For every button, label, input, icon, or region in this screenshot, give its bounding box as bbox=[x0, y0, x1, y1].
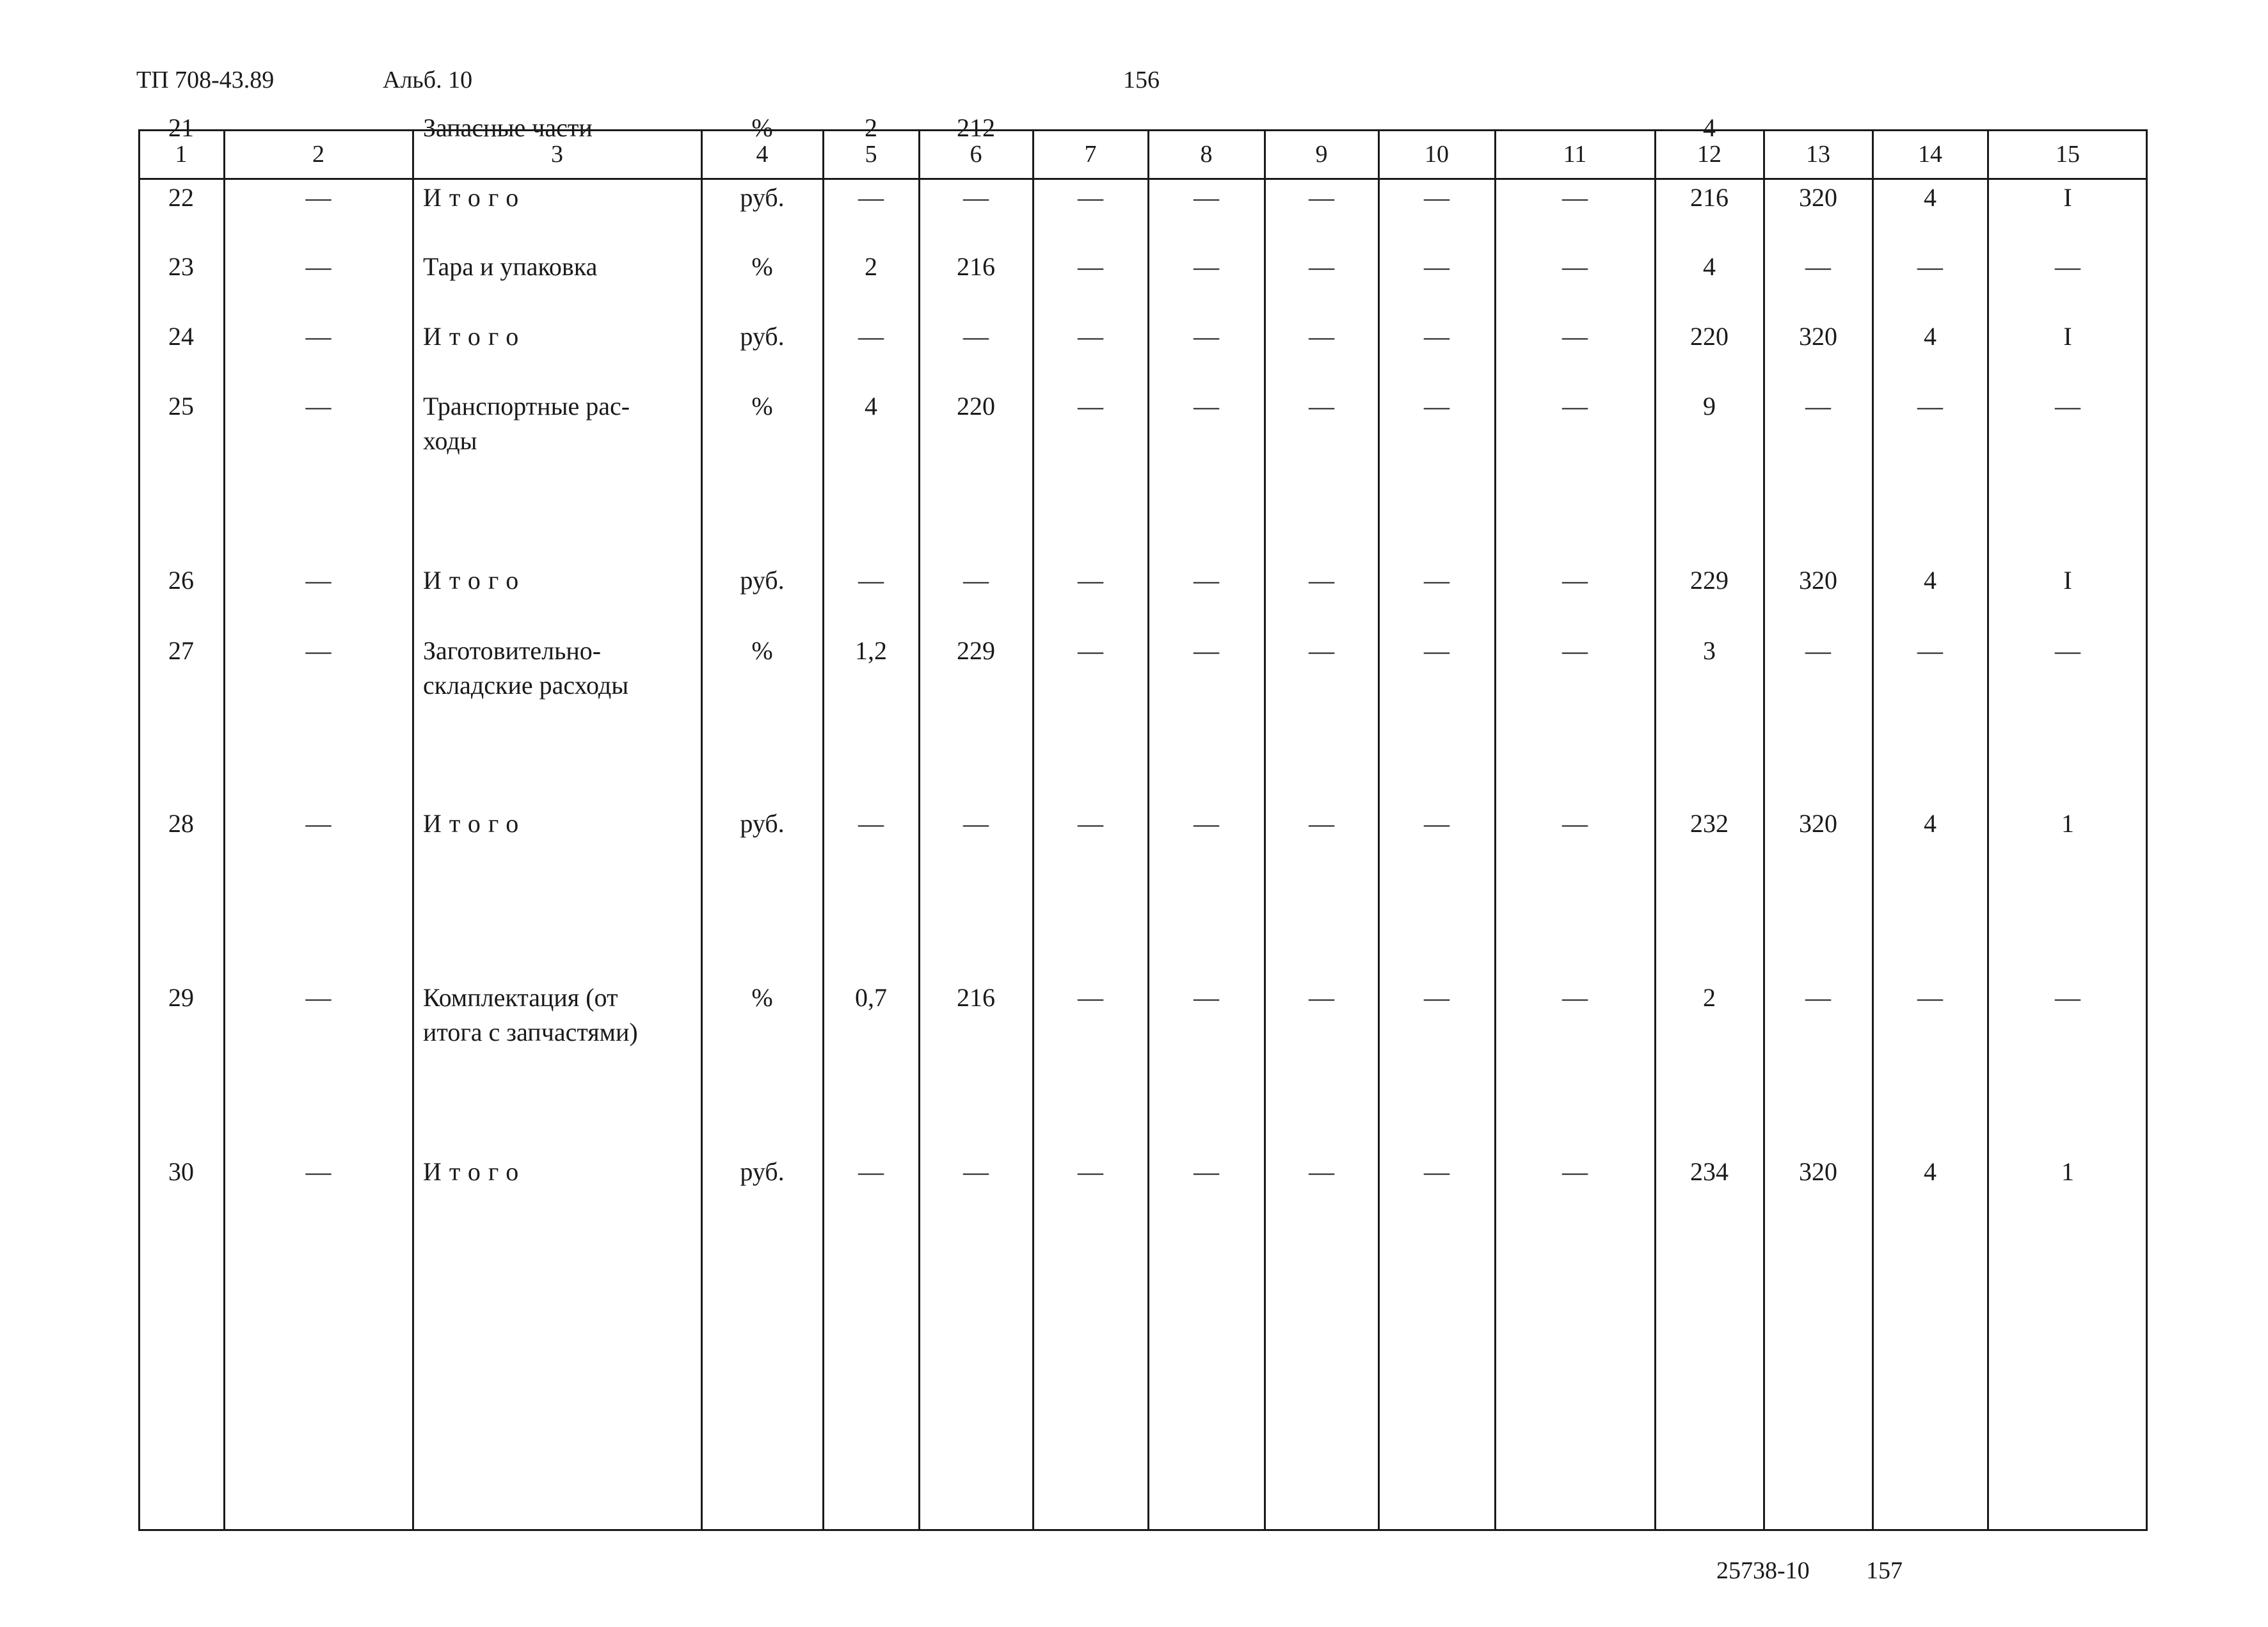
table-cell: 229 bbox=[1690, 566, 1729, 595]
table-cell: руб. bbox=[740, 566, 785, 595]
table-cell: — bbox=[2055, 983, 2080, 1012]
table-cell: — bbox=[1917, 113, 1943, 142]
table-cell: — bbox=[1562, 636, 1588, 665]
table-cell: — bbox=[305, 809, 331, 838]
table-cell: — bbox=[1309, 252, 1334, 281]
table-cell: — bbox=[1078, 322, 1103, 351]
table-cell: 320 bbox=[1799, 183, 1837, 212]
column-divider bbox=[1654, 129, 1656, 1531]
table-cell: — bbox=[305, 983, 331, 1012]
column-number-header: 3 bbox=[551, 141, 563, 168]
column-divider bbox=[1494, 129, 1496, 1531]
row-number: 21 bbox=[168, 113, 194, 142]
column-divider bbox=[918, 129, 920, 1531]
column-number-header: 11 bbox=[1563, 141, 1587, 168]
description-line: Итого bbox=[423, 183, 527, 212]
column-number-header: 7 bbox=[1084, 141, 1097, 168]
table-cell: 320 bbox=[1799, 809, 1837, 838]
column-divider bbox=[1147, 129, 1149, 1531]
table-cell: % bbox=[751, 252, 773, 281]
table-cell: — bbox=[963, 566, 989, 595]
row-number: 30 bbox=[168, 1157, 194, 1186]
table-cell: — bbox=[1805, 252, 1831, 281]
row-total-label bbox=[413, 806, 701, 841]
table-cell: — bbox=[858, 183, 884, 212]
row-total-label bbox=[413, 180, 701, 215]
table-cell: — bbox=[1078, 392, 1103, 421]
column-divider bbox=[1032, 129, 1034, 1531]
table-cell: — bbox=[1078, 566, 1103, 595]
page-number: 156 bbox=[1123, 67, 1160, 93]
table-cell: — bbox=[963, 183, 989, 212]
table-cell: — bbox=[1805, 636, 1831, 665]
document-code: ТП 708-43.89 bbox=[136, 67, 275, 93]
table-cell: 3 bbox=[1703, 636, 1716, 665]
table-cell: — bbox=[963, 809, 989, 838]
table-cell: 1 bbox=[2061, 809, 2074, 838]
table-cell: — bbox=[1309, 809, 1334, 838]
table-cell: — bbox=[1309, 322, 1334, 351]
table-cell: — bbox=[1917, 636, 1943, 665]
table-cell: 4 bbox=[1924, 566, 1937, 595]
table-cell: — bbox=[858, 322, 884, 351]
description-line: Итого bbox=[423, 322, 527, 351]
table-cell: 4 bbox=[1924, 1157, 1937, 1186]
table-cell: 1,2 bbox=[855, 636, 887, 665]
table-cell: — bbox=[1424, 183, 1449, 212]
table-cell: — bbox=[1917, 252, 1943, 281]
column-number-header: 5 bbox=[865, 141, 877, 168]
table-cell: 232 bbox=[1690, 809, 1729, 838]
table-cell: — bbox=[1078, 252, 1103, 281]
table-cell: — bbox=[305, 183, 331, 212]
table-cell: 220 bbox=[957, 392, 995, 421]
table-cell: — bbox=[1917, 392, 1943, 421]
table-cell: — bbox=[1309, 566, 1334, 595]
table-cell: — bbox=[1424, 983, 1449, 1012]
table-cell: — bbox=[2055, 636, 2080, 665]
table-cell: — bbox=[1424, 322, 1449, 351]
column-divider bbox=[1763, 129, 1765, 1531]
table-cell: — bbox=[1805, 392, 1831, 421]
table-cell: 2 bbox=[865, 113, 877, 142]
table-cell: 212 bbox=[957, 113, 995, 142]
header-rule bbox=[138, 178, 2148, 180]
footer-page: 157 bbox=[1866, 1557, 1903, 1584]
table-cell: — bbox=[858, 1157, 884, 1186]
table-cell: % bbox=[751, 392, 773, 421]
description-line: Итого bbox=[423, 809, 527, 838]
column-number-header: 15 bbox=[2056, 141, 2080, 168]
table-cell: — bbox=[1562, 113, 1588, 142]
column-number-header: 1 bbox=[175, 141, 188, 168]
row-description bbox=[413, 250, 701, 284]
row-number: 28 bbox=[168, 809, 194, 838]
description-line: Заготовительно- bbox=[423, 636, 602, 665]
row-number: 22 bbox=[168, 183, 194, 212]
table-cell: 4 bbox=[1924, 183, 1937, 212]
table-cell: — bbox=[1562, 252, 1588, 281]
table-cell: — bbox=[1078, 983, 1103, 1012]
table-cell: — bbox=[305, 252, 331, 281]
table-cell: — bbox=[1078, 183, 1103, 212]
row-number: 29 bbox=[168, 983, 194, 1012]
table-cell: — bbox=[1078, 113, 1103, 142]
table-cell: — bbox=[1424, 809, 1449, 838]
table-cell: — bbox=[858, 809, 884, 838]
table-cell: — bbox=[305, 566, 331, 595]
table-cell: — bbox=[1194, 566, 1219, 595]
column-divider bbox=[822, 129, 824, 1531]
table-cell: 0,7 bbox=[855, 983, 887, 1012]
table-cell: — bbox=[1424, 1157, 1449, 1186]
table-cell: — bbox=[1424, 566, 1449, 595]
table-cell: — bbox=[1194, 809, 1219, 838]
table-cell: % bbox=[751, 636, 773, 665]
column-number-header: 6 bbox=[970, 141, 982, 168]
column-number-header: 9 bbox=[1315, 141, 1328, 168]
table-cell: — bbox=[1194, 113, 1219, 142]
table-cell: — bbox=[305, 392, 331, 421]
table-cell: — bbox=[305, 1157, 331, 1186]
table-cell: — bbox=[1562, 183, 1588, 212]
table-cell: 320 bbox=[1799, 566, 1837, 595]
table-cell: — bbox=[1805, 983, 1831, 1012]
table-cell: 9 bbox=[1703, 392, 1716, 421]
table-cell: — bbox=[1078, 636, 1103, 665]
column-divider bbox=[1987, 129, 1989, 1531]
table-cell: — bbox=[963, 1157, 989, 1186]
table-cell: — bbox=[2055, 252, 2080, 281]
table-cell: — bbox=[1194, 392, 1219, 421]
table-cell: 216 bbox=[957, 983, 995, 1012]
column-number-header: 12 bbox=[1697, 141, 1721, 168]
table-cell: руб. bbox=[740, 1157, 785, 1186]
column-divider bbox=[701, 129, 703, 1531]
table-cell: % bbox=[751, 983, 773, 1012]
table-cell: — bbox=[1424, 113, 1449, 142]
table-cell: — bbox=[1309, 1157, 1334, 1186]
data-table bbox=[138, 113, 2148, 1531]
description-line: Запасные части bbox=[423, 113, 593, 142]
row-description bbox=[413, 111, 701, 145]
table-cell: — bbox=[1078, 1157, 1103, 1186]
description-line: Тара и упаковка bbox=[423, 252, 598, 281]
footer-code: 25738-10 bbox=[1716, 1557, 1810, 1584]
row-number: 25 bbox=[168, 392, 194, 421]
description-line: Итого bbox=[423, 566, 527, 595]
row-number: 27 bbox=[168, 636, 194, 665]
column-divider bbox=[223, 129, 225, 1531]
table-cell: 4 bbox=[1703, 252, 1716, 281]
table-cell: руб. bbox=[740, 322, 785, 351]
row-number: 23 bbox=[168, 252, 194, 281]
table-cell: 320 bbox=[1799, 322, 1837, 351]
table-cell: — bbox=[1309, 183, 1334, 212]
row-number: 26 bbox=[168, 566, 194, 595]
table-cell: — bbox=[1194, 322, 1219, 351]
table-cell: 4 bbox=[1703, 113, 1716, 142]
table-cell: — bbox=[1194, 252, 1219, 281]
column-divider bbox=[1264, 129, 1266, 1531]
column-number-header: 8 bbox=[1200, 141, 1213, 168]
description-line: ходы bbox=[423, 426, 477, 455]
table-cell: 4 bbox=[865, 392, 877, 421]
column-divider bbox=[1378, 129, 1380, 1531]
description-line: Транспортные рас- bbox=[423, 392, 630, 421]
table-cell: — bbox=[858, 566, 884, 595]
row-number: 24 bbox=[168, 322, 194, 351]
table-cell: — bbox=[305, 636, 331, 665]
table-cell: 2 bbox=[865, 252, 877, 281]
table-cell: — bbox=[2055, 113, 2080, 142]
description-line: Комплектация (от bbox=[423, 983, 618, 1012]
row-description bbox=[413, 634, 701, 703]
table-cell: руб. bbox=[740, 183, 785, 212]
table-cell: — bbox=[1805, 113, 1831, 142]
table-cell: руб. bbox=[740, 809, 785, 838]
table-cell: 234 bbox=[1690, 1157, 1729, 1186]
table-cell: % bbox=[751, 113, 773, 142]
table-cell: — bbox=[963, 322, 989, 351]
table-cell: 216 bbox=[1690, 183, 1729, 212]
table-cell: — bbox=[1424, 636, 1449, 665]
row-total-label bbox=[413, 563, 701, 598]
table-cell: — bbox=[1194, 636, 1219, 665]
table-cell: — bbox=[1917, 983, 1943, 1012]
table-cell: — bbox=[1562, 322, 1588, 351]
table-cell: — bbox=[1194, 1157, 1219, 1186]
column-number-header: 13 bbox=[1806, 141, 1830, 168]
table-cell: — bbox=[1562, 566, 1588, 595]
table-cell: — bbox=[1309, 983, 1334, 1012]
table-cell: — bbox=[1562, 1157, 1588, 1186]
column-divider bbox=[412, 129, 414, 1531]
table-cell: 220 bbox=[1690, 322, 1729, 351]
table-cell: — bbox=[1194, 183, 1219, 212]
table-cell: — bbox=[1562, 983, 1588, 1012]
table-cell: — bbox=[2055, 392, 2080, 421]
table-cell: — bbox=[1309, 113, 1334, 142]
table-cell: — bbox=[1424, 252, 1449, 281]
row-total-label bbox=[413, 1155, 701, 1189]
row-description bbox=[413, 389, 701, 458]
column-number-header: 4 bbox=[756, 141, 769, 168]
table-cell: 4 bbox=[1924, 322, 1937, 351]
description-line: Итого bbox=[423, 1157, 527, 1186]
column-number-header: 2 bbox=[312, 141, 324, 168]
album-number: Альб. 10 bbox=[383, 67, 473, 93]
table-cell: 2 bbox=[1703, 983, 1716, 1012]
table-cell: I bbox=[2063, 566, 2072, 595]
column-divider bbox=[1872, 129, 1874, 1531]
row-description bbox=[413, 981, 701, 1050]
column-number-header: 10 bbox=[1425, 141, 1449, 168]
table-cell: — bbox=[1194, 983, 1219, 1012]
table-cell: — bbox=[1562, 392, 1588, 421]
table-cell: — bbox=[1424, 392, 1449, 421]
table-cell: — bbox=[1562, 809, 1588, 838]
table-cell: 4 bbox=[1924, 809, 1937, 838]
table-cell: — bbox=[1078, 809, 1103, 838]
table-cell: — bbox=[305, 113, 331, 142]
table-cell: — bbox=[1309, 636, 1334, 665]
table-cell: I bbox=[2063, 322, 2072, 351]
table-cell: I bbox=[2063, 183, 2072, 212]
description-line: складские расходы bbox=[423, 671, 629, 700]
table-cell: 1 bbox=[2061, 1157, 2074, 1186]
table-cell: 216 bbox=[957, 252, 995, 281]
row-total-label bbox=[413, 319, 701, 354]
column-number-header: 14 bbox=[1918, 141, 1942, 168]
table-cell: — bbox=[1309, 392, 1334, 421]
description-line: итога с запчастями) bbox=[423, 1018, 638, 1046]
table-cell: 229 bbox=[957, 636, 995, 665]
table-cell: — bbox=[305, 322, 331, 351]
table-cell: 320 bbox=[1799, 1157, 1837, 1186]
